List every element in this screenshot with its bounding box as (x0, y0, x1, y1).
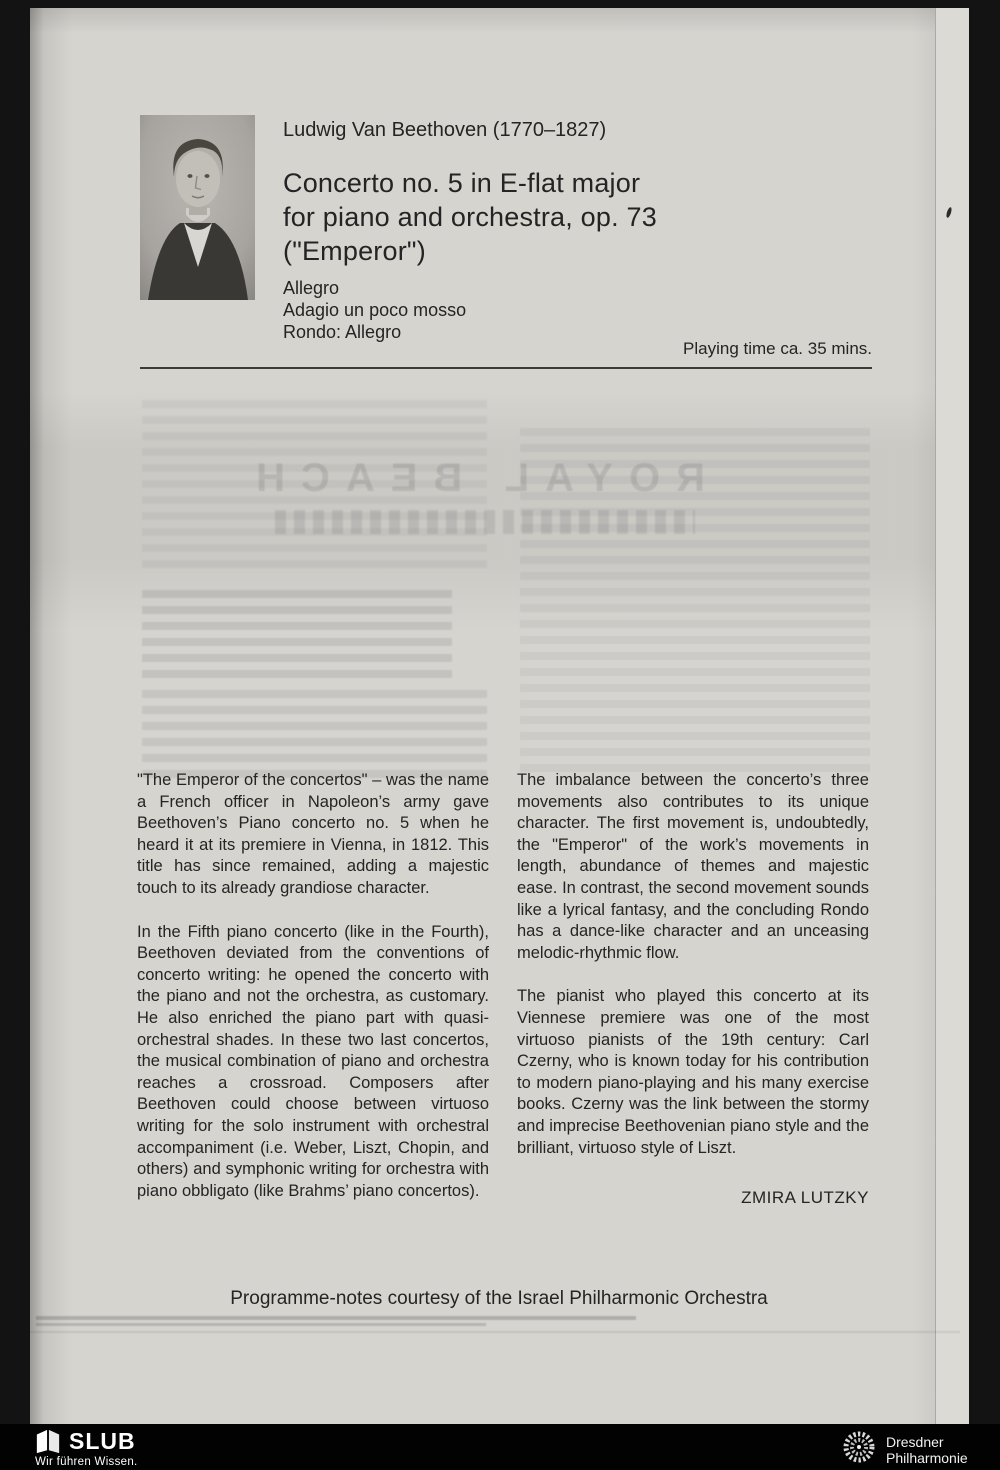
header-divider-rule (140, 367, 872, 369)
philharmonie-logo-icon (842, 1430, 876, 1469)
work-title-line-3: ("Emperor") (283, 236, 426, 266)
ghost-bleedthrough-right (520, 428, 870, 778)
body-column-left (137, 770, 489, 1224)
body-column-right (517, 770, 869, 1209)
work-title (283, 166, 883, 268)
playing-time: Playing time ca. 35 mins. (683, 339, 872, 358)
philharmonie-name-line-2: Philharmonie (886, 1449, 968, 1466)
tiny-print-line-2 (36, 1323, 486, 1326)
movement-list (283, 277, 883, 343)
philharmonie-name (886, 1434, 968, 1466)
paragraph-right-2: The pianist who played this concerto at its Viennese premiere was one of the most virtuoso pianists of the 19th century: Carl Czerny, who is known today for his contribution to modern piano-playing and his many exercise books. Czerny was the link between the stormy and imprecise Beethovenian piano style and the brilliant, virtuoso style of Liszt. (517, 987, 869, 1157)
tiny-print-line-1 (36, 1316, 636, 1320)
page-fore-edge (935, 8, 969, 1424)
slub-wordmark: SLUB (69, 1428, 136, 1454)
slub-logo-icon (35, 1428, 61, 1454)
ghost-bleedthrough-left-mid (142, 590, 452, 682)
ghost-bleedthrough-left-lower (142, 690, 487, 778)
beethoven-portrait-image (140, 115, 255, 300)
philharmonie-branding (842, 1430, 968, 1469)
work-header (283, 118, 883, 343)
paragraph-left-2: In the Fifth piano concerto (like in the Fourth), Beethoven deviated from the conventions of concerto writing: he opened the concerto with the piano and not the orchestra, as customary. He also enriched the piano part with quasi-orchestral shades. In these two last concertos, the musical combination of piano and orchestra reaches a crossroad. Composers after Beethoven could choose between virtuoso writing for the solo instrument with orchestral accompaniment (i.e. Weber, Liszt, Chopin, and others) and symphonic writing for orchestra with piano obbligato (like Brahms’ piano concertos). (137, 922, 489, 1200)
ghost-bleedthrough-left-top (142, 400, 487, 575)
ghost-bleedthrough-subtitle (275, 510, 695, 534)
work-title-line-2: for piano and orchestra, op. 73 (283, 202, 657, 232)
philharmonie-name-line-1: Dresdner (886, 1433, 944, 1450)
composer-name: Ludwig Van Beethoven (1770–1827) (283, 119, 607, 141)
work-title-line-1: Concerto no. 5 in E-flat major (283, 168, 641, 198)
movement-3: Rondo: Allegro (283, 322, 402, 342)
paragraph-left-1: "The Emperor of the concertos" – was the name a French officer in Napoleon’s army gave Beethoven’s Piano concerto no. 5 when he heard it at its premiere in Vienna, in 1812. This title has since remained, adding a majestic touch to its already grandiose character. (137, 771, 489, 897)
ghost-bleedthrough-title: ROYAL BEACH (240, 456, 705, 500)
tiny-print-rule (30, 1331, 960, 1333)
slub-tagline: Wir führen Wissen. (35, 1456, 138, 1468)
author-signature: ZMIRA LUTZKY (741, 1188, 869, 1208)
page-scan (30, 8, 968, 1424)
movement-2: Adagio un poco mosso (283, 300, 467, 320)
slub-branding (35, 1428, 195, 1470)
portrait-illustration (140, 115, 255, 300)
branding-footer-bar (0, 1424, 1000, 1470)
paragraph-right-1: The imbalance between the concerto’s three movements also contributes to its unique character. The first movement is, undoubtedly, the "Emperor" of the work’s movements in length, abundance of themes and majestic ease. In contrast, the second movement sounds like a lyrical fantasy, and the concluding Rondo has a dance-like character and an unceasing melodic-rhythmic flow. (517, 771, 869, 962)
programme-note-credit: Programme-notes courtesy of the Israel Philharmonic Orchestra (230, 1288, 768, 1309)
movement-1: Allegro (283, 278, 340, 298)
